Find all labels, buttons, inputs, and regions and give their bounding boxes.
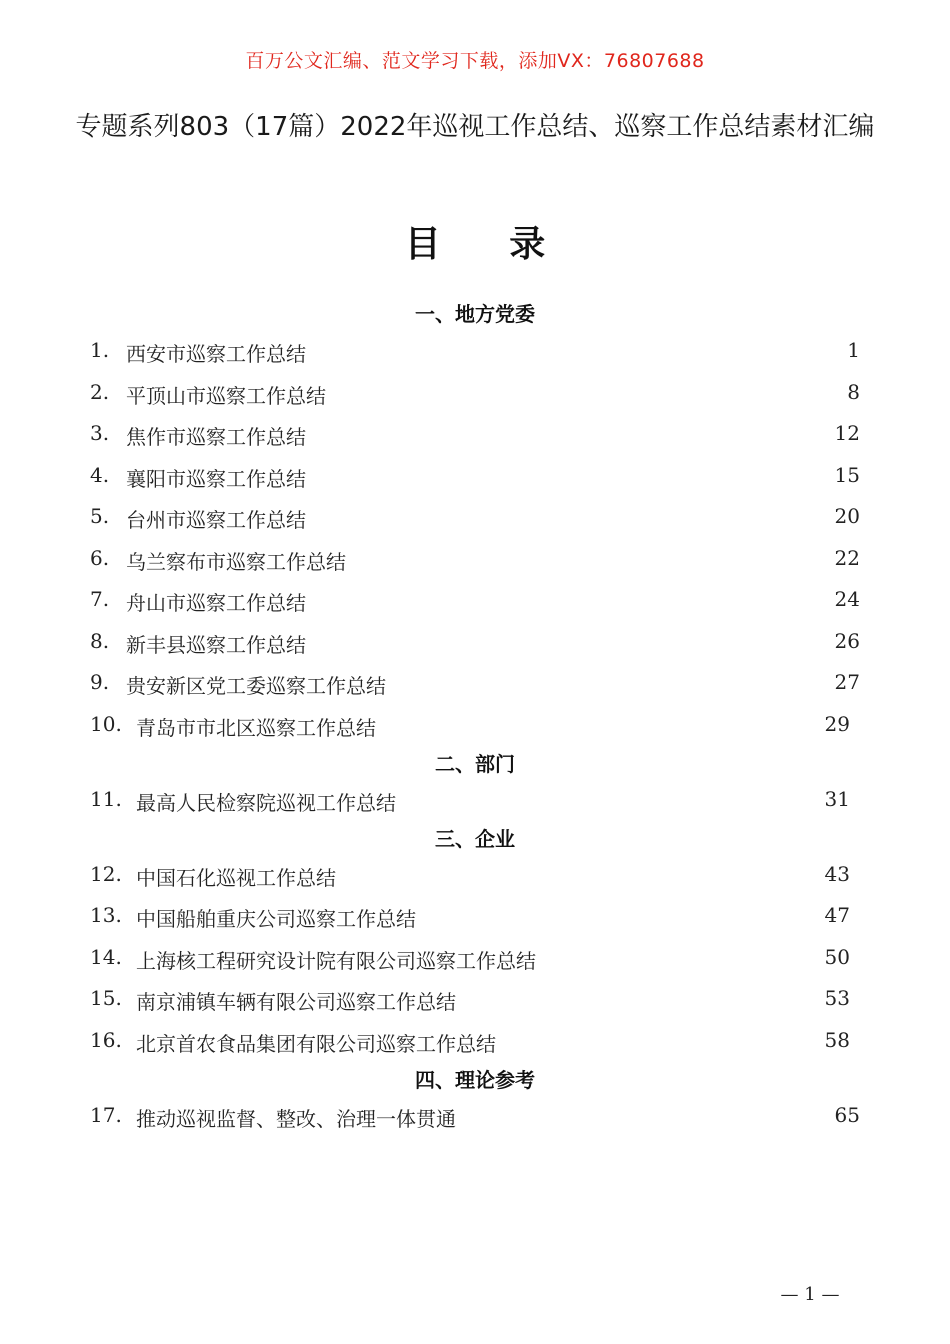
toc-entry[interactable] — [90, 945, 860, 975]
toc-entry[interactable] — [90, 546, 860, 576]
entry-page: 65 — [834, 1103, 860, 1127]
entry-number: 12. — [90, 862, 122, 886]
entry-page: 12 — [834, 421, 860, 445]
toc-entry[interactable] — [90, 338, 860, 368]
section-heading: 四、理论参考 — [415, 1068, 535, 1092]
toc-entry[interactable] — [90, 463, 860, 493]
entry-number: 7. — [90, 587, 110, 611]
section-heading: 一、地方党委 — [415, 302, 535, 326]
promo-banner: 百万公文汇编、范文学习下载，添加VX：76807688 — [245, 50, 705, 72]
entry-page: 27 — [834, 670, 860, 694]
entry-number: 8. — [90, 629, 110, 653]
toc-entry[interactable] — [90, 712, 860, 742]
entry-page: 26 — [834, 629, 860, 653]
entry-title: 平顶山市巡察工作总结 — [126, 384, 326, 408]
entry-title: 西安市巡察工作总结 — [126, 342, 306, 366]
entry-page: 8 — [847, 380, 860, 404]
toc-entry[interactable] — [90, 504, 860, 534]
document-title: 专题系列803（17篇）2022年巡视工作总结、巡察工作总结素材汇编 — [75, 112, 875, 142]
entry-title: 青岛市市北区巡察工作总结 — [136, 716, 376, 740]
entry-page: 24 — [834, 587, 860, 611]
section-heading: 二、部门 — [435, 752, 515, 776]
entry-title: 舟山市巡察工作总结 — [126, 591, 306, 615]
entry-title: 最高人民检察院巡视工作总结 — [136, 791, 396, 815]
toc-entry[interactable] — [90, 986, 860, 1016]
entry-page: 53 — [824, 986, 850, 1010]
entry-page: 50 — [824, 945, 850, 969]
page-number: — 1 — — [780, 1284, 840, 1305]
entry-title: 北京首农食品集团有限公司巡察工作总结 — [136, 1032, 496, 1056]
entry-number: 9. — [90, 670, 110, 694]
entry-number: 14. — [90, 945, 122, 969]
toc-entry[interactable] — [90, 380, 860, 410]
toc-entry[interactable] — [90, 1103, 860, 1133]
entry-number: 2. — [90, 380, 110, 404]
entry-title: 推动巡视监督、整改、治理一体贯通 — [136, 1107, 456, 1131]
entry-title: 南京浦镇车辆有限公司巡察工作总结 — [136, 990, 456, 1014]
entry-page: 20 — [834, 504, 860, 528]
entry-title: 新丰县巡察工作总结 — [126, 633, 306, 657]
entry-number: 4. — [90, 463, 110, 487]
entry-title: 贵安新区党工委巡察工作总结 — [126, 674, 386, 698]
toc-entry[interactable] — [90, 862, 860, 892]
entry-number: 15. — [90, 986, 122, 1010]
toc-entry[interactable] — [90, 629, 860, 659]
entry-page: 15 — [834, 463, 860, 487]
entry-number: 17. — [90, 1103, 122, 1127]
entry-page: 1 — [847, 338, 860, 362]
entry-number: 6. — [90, 546, 110, 570]
entry-page: 47 — [824, 903, 850, 927]
entry-title: 襄阳市巡察工作总结 — [126, 467, 306, 491]
entry-title: 中国石化巡视工作总结 — [136, 866, 336, 890]
entry-title: 台州市巡察工作总结 — [126, 508, 306, 532]
toc-entry[interactable] — [90, 787, 860, 817]
entry-number: 13. — [90, 903, 122, 927]
toc-entry[interactable] — [90, 670, 860, 700]
entry-title: 上海核工程研究设计院有限公司巡察工作总结 — [136, 949, 536, 973]
toc-entry[interactable] — [90, 421, 860, 451]
entry-page: 43 — [824, 862, 850, 886]
toc-entry[interactable] — [90, 1028, 860, 1058]
toc-heading: 目 录 — [404, 224, 574, 265]
entry-number: 10. — [90, 712, 122, 736]
entry-number: 11. — [90, 787, 122, 811]
entry-title: 焦作市巡察工作总结 — [126, 425, 306, 449]
entry-page: 22 — [834, 546, 860, 570]
section-heading: 三、企业 — [435, 827, 515, 851]
entry-page: 58 — [824, 1028, 850, 1052]
entry-title: 中国船舶重庆公司巡察工作总结 — [136, 907, 416, 931]
entry-number: 16. — [90, 1028, 122, 1052]
entry-page: 29 — [824, 712, 850, 736]
toc-entry[interactable] — [90, 587, 860, 617]
entry-number: 1. — [90, 338, 110, 362]
entry-page: 31 — [824, 787, 850, 811]
entry-number: 3. — [90, 421, 110, 445]
toc-entry[interactable] — [90, 903, 860, 933]
entry-title: 乌兰察布市巡察工作总结 — [126, 550, 346, 574]
entry-number: 5. — [90, 504, 110, 528]
